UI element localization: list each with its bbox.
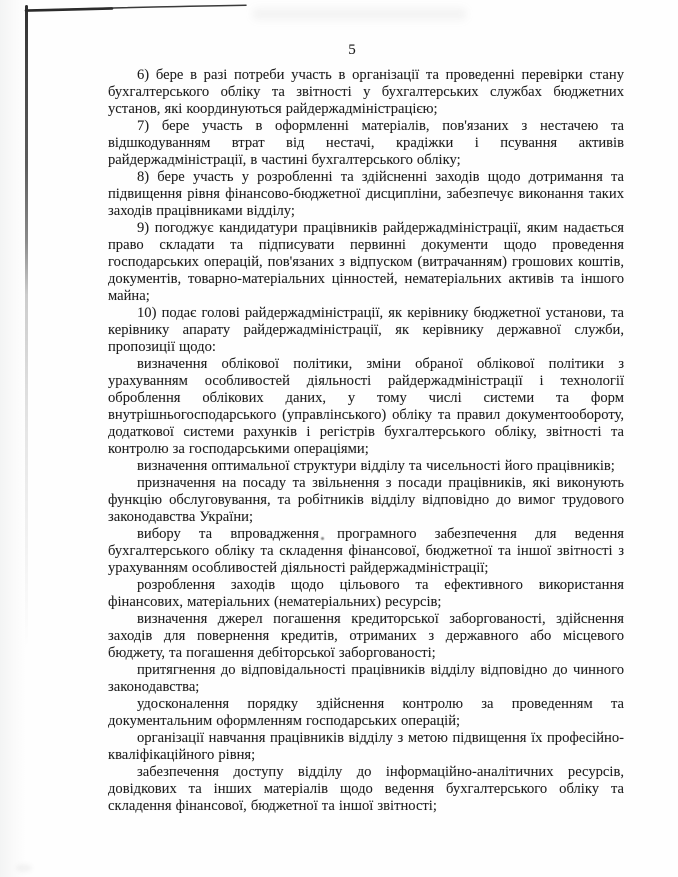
scan-artifact-smudge xyxy=(252,8,467,20)
paragraph: визначення джерел погашення кредиторської заборгованості, здійснення заходів для повернення кредитів, отриманих з державного або місцевого бюджету, та погашення дебіторської заборгованості; xyxy=(108,611,624,661)
paragraph: розроблення заходів щодо цільового та ефективного використання фінансових, матеріальних (нематеріальних) ресурсів; xyxy=(108,577,624,610)
document-content xyxy=(108,42,624,815)
paragraph: 8) бере участь у розробленні та здійсненні заходів щодо дотримання та підвищення рівня фінансово-бюджетної дисципліни, забезпечує виконання таких заходів працівниками відділу; xyxy=(108,169,624,219)
page-number: 5 xyxy=(348,42,356,58)
scan-artifact-binding-line xyxy=(25,5,28,650)
paragraph: визначення облікової політики, зміни обраної облікової політики з урахуванням особливостей діяльності райдержадміністрації і технології оброблення облікових даних, у тому числі системи та форм внутрішньогосподарського (управлінського) обліку та правил документообороту, додаткової системи рахунків і регістрів бухгалтерського обліку, звітності та контролю за господарськими операціями; xyxy=(108,356,624,457)
document-body xyxy=(108,67,624,815)
paragraph: притягнення до відповідальності працівників відділу відповідно до чинного законодавства; xyxy=(108,662,624,695)
paragraph: забезпечення доступу відділу до інформаційно-аналітичних ресурсів, довідкових та інших матеріалів щодо ведення бухгалтерського обліку та складення фінансової, бюджетної та іншої звітності; xyxy=(108,764,624,814)
paragraph: 7) бере участь в оформленні матеріалів, пов'язаних з нестачею та відшкодуванням втрат від нестачі, крадіжки і псування активів райдержадміністрації, в частині бухгалтерського обліку; xyxy=(108,118,624,168)
paragraph: організації навчання працівників відділу з метою підвищення їх професійно-кваліфікаційного рівня; xyxy=(108,730,624,763)
paragraph: 6) бере в разі потреби участь в організації та проведенні перевірки стану бухгалтерського обліку та звітності у бухгалтерських службах бюджетних установ, які координуються райдержадміністрацією; xyxy=(108,67,624,117)
paragraph: визначення оптимальної структури відділу та чисельності його працівників; xyxy=(137,458,615,474)
paragraph: 9) погоджує кандидатури працівників райдержадміністрації, яким надається право складати та підписувати первинні документи щодо проведення господарських операцій, пов'язаних з відпуском (витрачанням) грошових коштів, документів, товарно-матеріальних цінностей, нематеріальних активів та іншого майна; xyxy=(108,220,624,304)
scan-edge-shade xyxy=(0,0,26,877)
paragraph: удосконалення порядку здійснення контролю за проведенням та документальним оформленням господарських операцій; xyxy=(108,696,624,729)
scan-artifact-top-line xyxy=(0,0,260,18)
paragraph: 10) подає голові райдержадміністрації, як керівнику бюджетної установи, та керівнику апарату райдержадміністрації, як керівнику державної служби, пропозиції щодо: xyxy=(108,305,624,355)
scan-artifact-smudge-bottom xyxy=(16,864,32,872)
paragraph: вибору та впровадження програмного забезпечення для ведення бухгалтерського обліку та складення фінансової, бюджетної та іншої звітності з урахуванням особливостей діяльності райдержадміністрації; xyxy=(108,526,624,576)
paragraph: призначення на посаду та звільнення з посади працівників, які виконують функцію обслуговування, та робітників відділу відповідно до вимог трудового законодавства України; xyxy=(108,475,624,525)
